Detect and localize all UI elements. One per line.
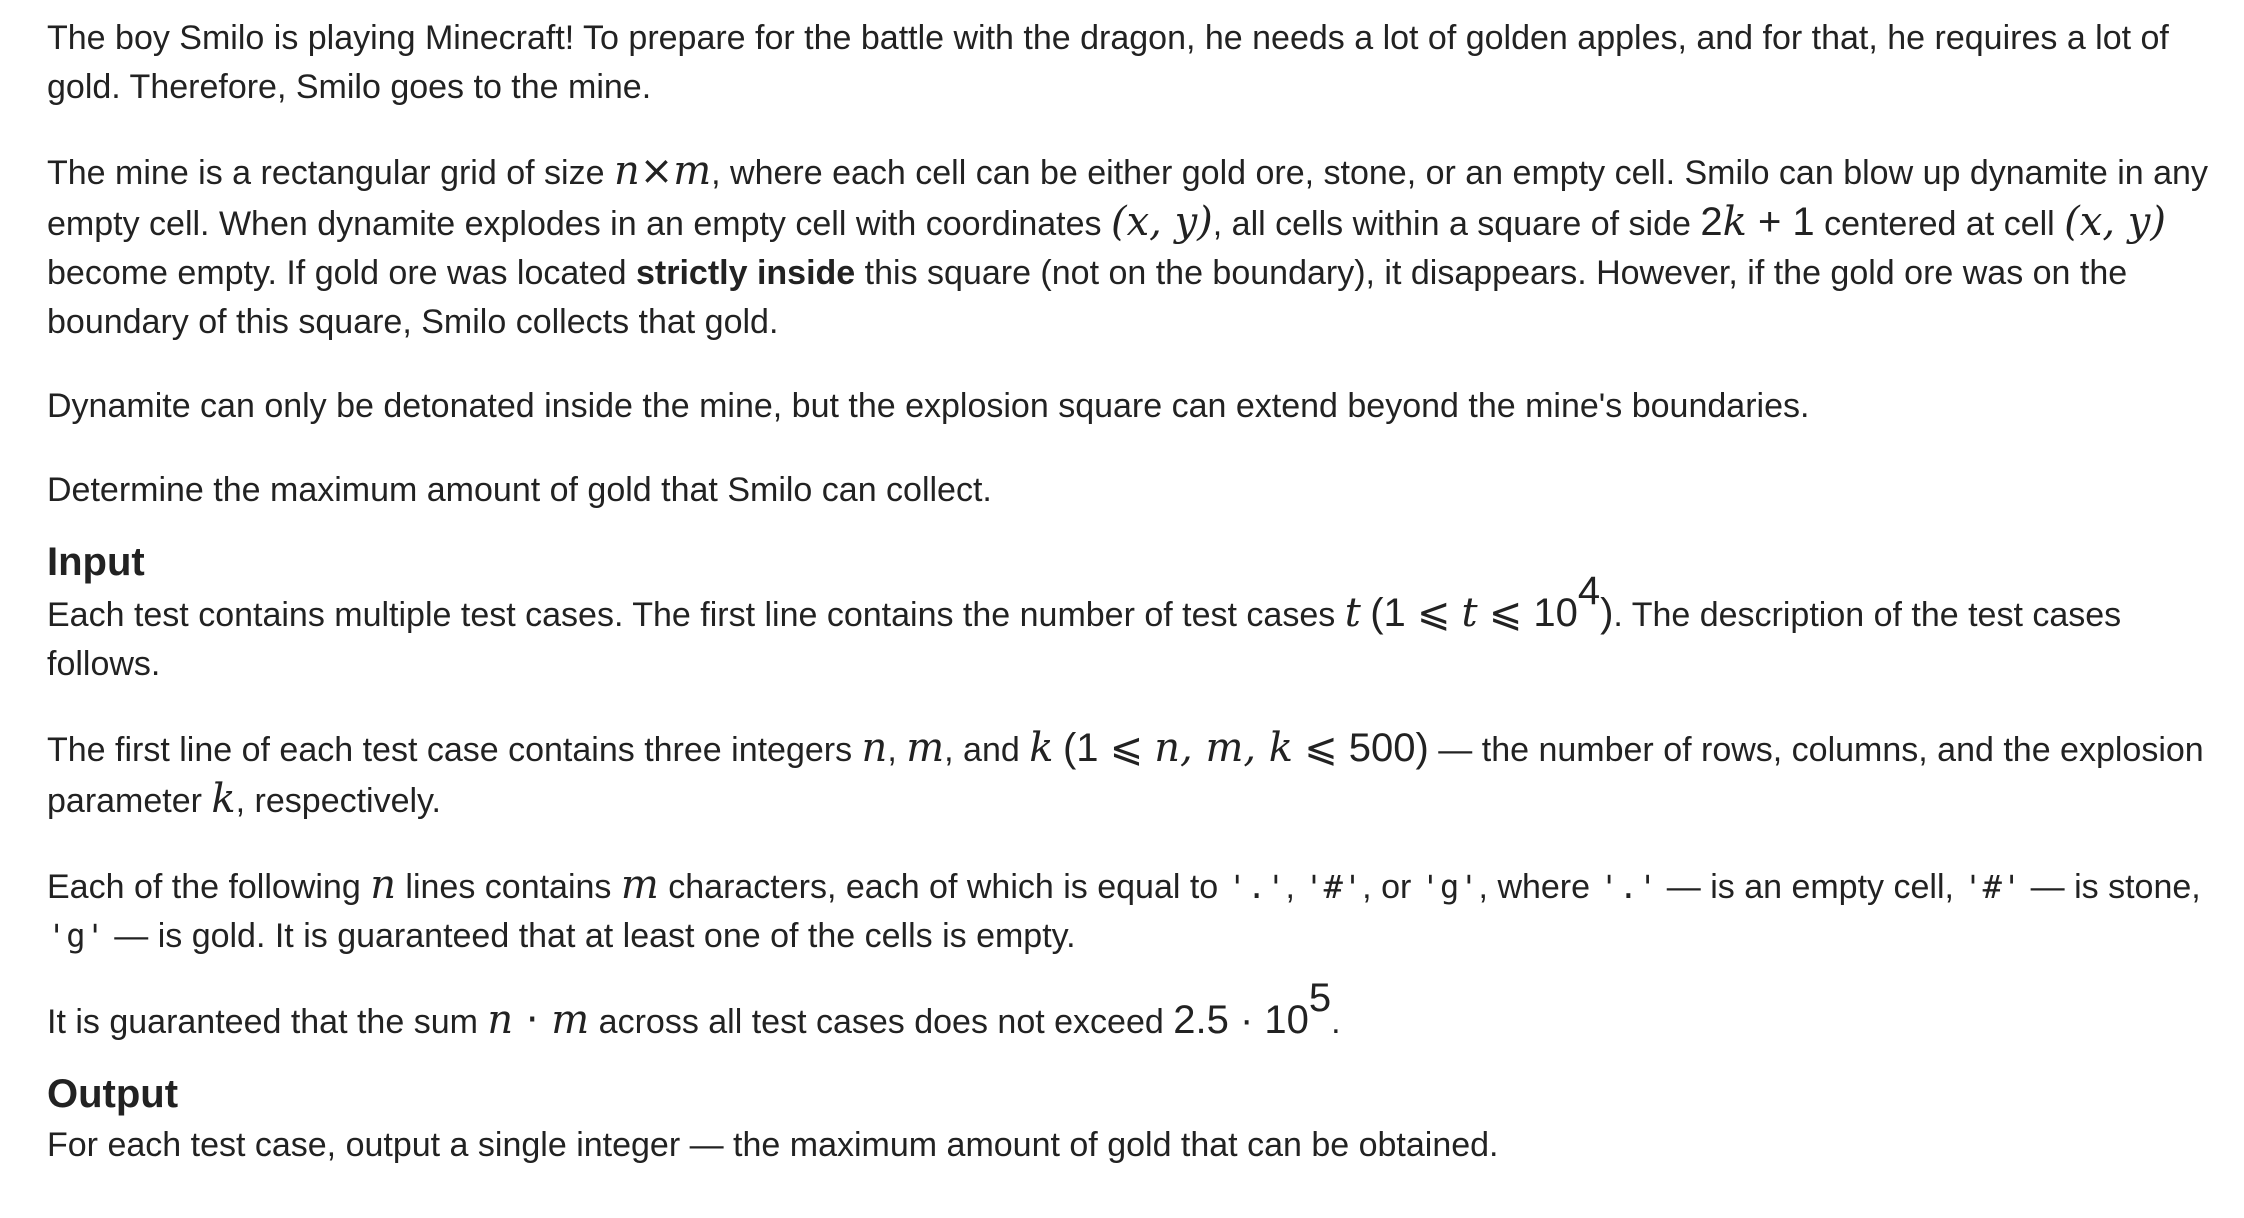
legend-text: The mine is a rectangular grid of size bbox=[47, 154, 614, 192]
legend-paragraph-4 bbox=[47, 466, 2214, 515]
math-nmk-vars: n, m, k bbox=[1154, 725, 1294, 771]
input-text: — is an empty cell, bbox=[1657, 868, 1964, 906]
math-m: m bbox=[906, 725, 945, 771]
input-text: The first line of each test case contains three integers bbox=[47, 731, 862, 769]
math-nmk-close: ⩽ 500) bbox=[1293, 726, 1429, 770]
input-text: , and bbox=[944, 731, 1030, 769]
legend-text: become empty. If gold ore was located bbox=[47, 254, 637, 292]
math-t: t bbox=[1344, 590, 1361, 636]
legend-text: this square (not on the boundary), it disappears. However, if the gold ore was on the boundary of this square, Smilo collects that gold. bbox=[47, 254, 2128, 341]
input-text: across all test cases does not exceed bbox=[589, 1003, 1174, 1041]
math-limit: 2.5 · 10 bbox=[1173, 998, 1309, 1042]
math-m: m bbox=[620, 862, 659, 908]
code-stone-char: '#' bbox=[1304, 868, 1363, 906]
output-text: For each test case, output a single integer — the maximum amount of gold that can be obtained. bbox=[47, 1126, 1499, 1164]
input-text: — is stone, bbox=[2021, 868, 2201, 906]
math-plus-one: + 1 bbox=[1746, 200, 1815, 244]
output-paragraph-1 bbox=[47, 1121, 2214, 1170]
math-xy: (x, y) bbox=[2064, 199, 2166, 245]
math-cdot: · bbox=[513, 997, 552, 1043]
legend-text: The boy Smilo is playing Minecraft! To prepare for the battle with the dragon, he needs a lot of golden apples, and for that, he requires a lot of gold. Therefore, Smilo goes to the mine. bbox=[47, 19, 2169, 106]
legend-paragraph-1 bbox=[47, 14, 2214, 112]
code-gold-char: 'g' bbox=[1420, 868, 1479, 906]
legend-text: Determine the maximum amount of gold that Smilo can collect. bbox=[47, 471, 992, 509]
input-text: Each test contains multiple test cases. The first line contains the number of test cases bbox=[47, 596, 1345, 634]
legend-paragraph-3 bbox=[47, 382, 2214, 431]
code-empty-char: '.' bbox=[1599, 868, 1658, 906]
input-paragraph-1 bbox=[47, 569, 2214, 689]
input-text: lines contains bbox=[395, 868, 621, 906]
input-paragraph-4 bbox=[47, 976, 2214, 1047]
input-section-title: Input bbox=[47, 540, 145, 584]
math-t: t bbox=[1461, 590, 1478, 636]
math-n: n bbox=[370, 862, 396, 908]
code-gold-char: 'g' bbox=[47, 917, 105, 955]
code-stone-char: '#' bbox=[1963, 868, 2022, 906]
math-m: m bbox=[551, 997, 590, 1043]
legend-text: Dynamite can only be detonated inside the mine, but the explosion square can extend beyond the mine's boundaries. bbox=[47, 387, 1810, 425]
math-k: k bbox=[211, 776, 236, 822]
math-xy: (x, y) bbox=[1110, 199, 1213, 245]
input-text: , or bbox=[1362, 868, 1421, 906]
math-k: k bbox=[1722, 199, 1747, 245]
input-text: . bbox=[1331, 1003, 1341, 1041]
math-t-paren: ) bbox=[1600, 591, 1614, 635]
math-m: m bbox=[673, 148, 712, 194]
input-paragraph-3 bbox=[47, 861, 2214, 961]
math-k: k bbox=[1029, 725, 1054, 771]
input-text: , bbox=[1285, 868, 1305, 906]
legend-text: centered at cell bbox=[1814, 205, 2065, 243]
math-times: × bbox=[639, 148, 674, 194]
math-two: 2 bbox=[1700, 200, 1723, 244]
input-text: , where bbox=[1478, 868, 1600, 906]
math-n: n bbox=[487, 997, 514, 1043]
input-text: It is guaranteed that the sum bbox=[47, 1003, 488, 1041]
math-n: n bbox=[861, 725, 888, 771]
input-text: . The description of the test cases follows. bbox=[47, 596, 2122, 683]
math-t-open: (1 ⩽ bbox=[1370, 591, 1462, 635]
input-text: Each of the following bbox=[47, 868, 371, 906]
math-t-close: ⩽ 10 bbox=[1477, 591, 1578, 635]
input-paragraph-2 bbox=[47, 724, 2214, 826]
math-nmk-open: (1 ⩽ bbox=[1062, 726, 1155, 770]
legend-text: , all cells within a square of side bbox=[1212, 205, 1701, 243]
input-text: — is gold. It is guaranteed that at least one of the cells is empty. bbox=[104, 917, 1076, 955]
math-n: n bbox=[613, 148, 640, 194]
input-text: , respectively. bbox=[235, 782, 441, 820]
input-text: characters, each of which is equal to bbox=[658, 868, 1228, 906]
math-limit-exponent: 5 bbox=[1308, 976, 1332, 1020]
bold-text: strictly inside bbox=[636, 254, 856, 292]
math-t-exponent: 4 bbox=[1577, 569, 1601, 613]
code-empty-char: '.' bbox=[1227, 868, 1286, 906]
input-text: — the number of rows, columns, and the explosion parameter bbox=[47, 731, 2204, 820]
legend-text: , where each cell can be either gold ore, stone, or an empty cell. Smilo can blow up dynamite in any empty cell. When dynamite explodes in an empty cell with coordinates bbox=[47, 154, 2208, 243]
input-text: , bbox=[887, 731, 907, 769]
legend-paragraph-2 bbox=[47, 147, 2214, 347]
output-section-title: Output bbox=[47, 1072, 179, 1116]
